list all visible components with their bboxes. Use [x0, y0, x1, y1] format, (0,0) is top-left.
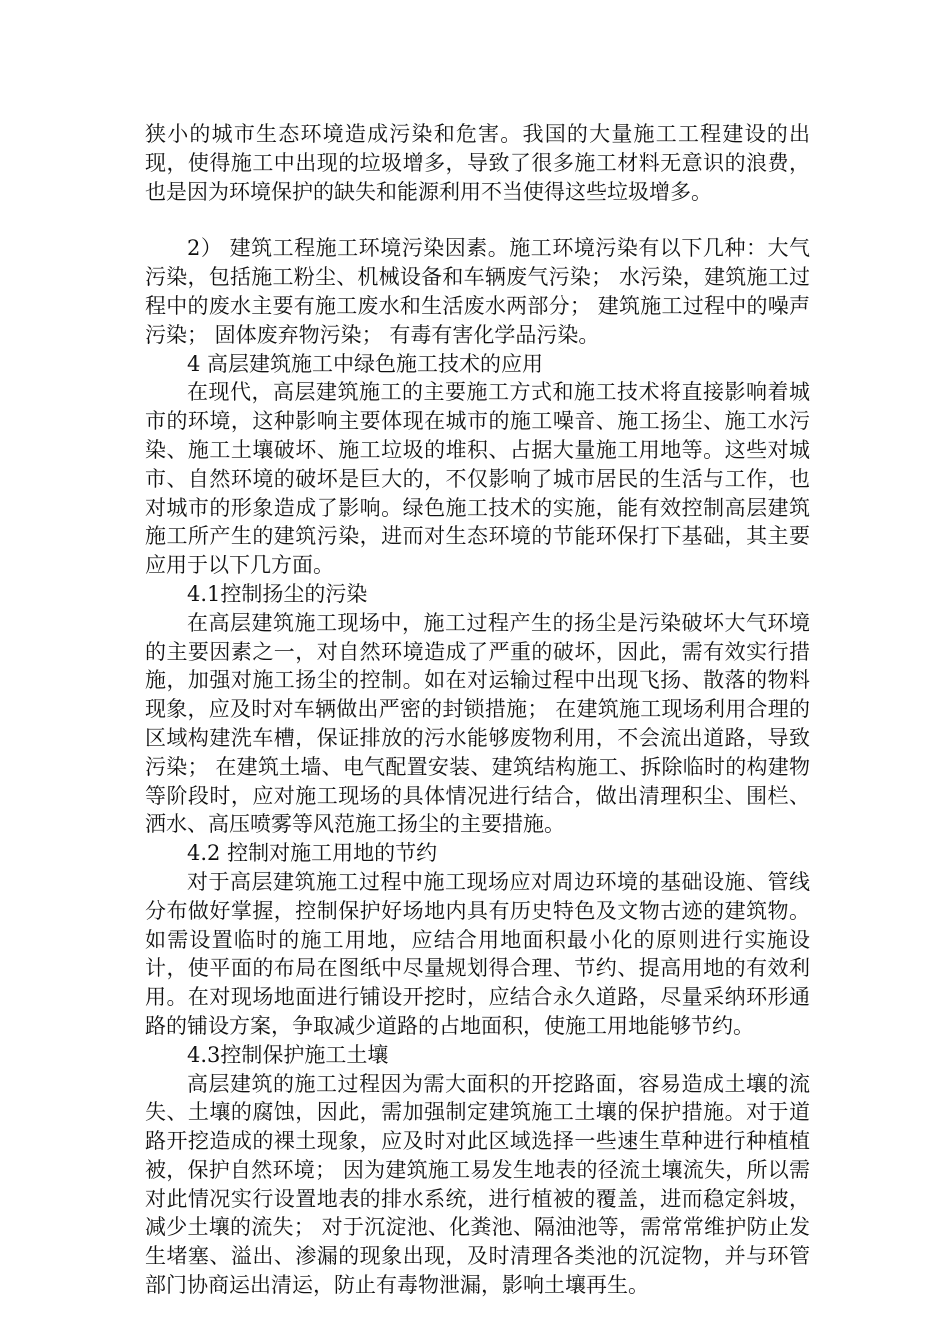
- section-heading-4-3: 4.3控制保护施工土壤: [187, 1042, 389, 1067]
- section-heading-4-2: 4.2 控制对施工用地的节约: [187, 841, 438, 866]
- paragraph-section-4-1: 在高层建筑施工现场中，施工过程产生的扬尘是污染破坏大气环境的主要因素之一，对自然环境造成了严重的破坏，因此，需有效实行措施，加强对施工扬尘的控制。如在对运输过程中出现飞扬、散落的物料现象，应及时对车辆做出严密的封锁措施； 在建筑施工现场利用合理的区域构建洗车槽，保证排放的污水能够废物利用，不会流出道路，导致污染； 在建筑土墙、电气配置安装、建筑结构施工、拆除临时的构建物等阶段时，应对施工现场的具体情况进行结合，做出清理积尘、围栏、洒水、高压喷雾等风范施工扬尘的主要措施。: [145, 610, 810, 837]
- document-body: [145, 120, 810, 1300]
- paragraph-pollution-factors: 2） 建筑工程施工环境污染因素。施工环境污染有以下几种：大气污染，包括施工粉尘、机械设备和车辆废气污染； 水污染，建筑施工过程中的废水主要有施工废水和生活废水两部分； 建筑施工过程中的噪声污染； 固体废弃物污染； 有毒有害化学品污染。: [145, 236, 810, 347]
- section-heading-4: 4 高层建筑施工中绿色施工技术的应用: [187, 351, 544, 376]
- paragraph-intro: 狭小的城市生态环境造成污染和危害。我国的大量施工工程建设的出现，使得施工中出现的垃圾增多，导致了很多施工材料无意识的浪费，也是因为环境保护的缺失和能源利用不当使得这些垃圾增多。: [145, 122, 810, 204]
- paragraph-section-4: 在现代，高层建筑施工的主要施工方式和施工技术将直接影响着城市的环境，这种影响主要体现在城市的施工噪音、施工扬尘、施工水污染、施工土壤破坏、施工垃圾的堆积、占据大量施工用地等。这些对城市、自然环境的破坏是巨大的，不仅影响了城市居民的生活与工作，也对城市的形象造成了影响。绿色施工技术的实施，能有效控制高层建筑施工所产生的建筑污染，进而对生态环境的节能环保打下基础，其主要应用于以下几方面。: [145, 380, 810, 578]
- section-heading-4-1: 4.1控制扬尘的污染: [187, 581, 368, 606]
- paragraph-section-4-3: 高层建筑的施工过程因为需大面积的开挖路面，容易造成土壤的流失、土壤的腐蚀，因此，需加强制定建筑施工土壤的保护措施。对于道路开挖造成的裸土现象，应及时对此区域选择一些速生草种进行种植植被，保护自然环境； 因为建筑施工易发生地表的径流土壤流失，所以需对此情况实行设置地表的排水系统，进行植被的覆盖，进而稳定斜坡，减少土壤的流失； 对于沉淀池、化粪池、隔油池等，需常常维护防止发生堵塞、溢出、渗漏的现象出现，及时清理各类池的沉淀物，并与环管部门协商运出清运，防止有毒物泄漏，影响土壤再生。: [145, 1071, 810, 1298]
- paragraph-section-4-2: 对于高层建筑施工过程中施工现场应对周边环境的基础设施、管线分布做好掌握，控制保护好场地内具有历史特色及文物古迹的建筑物。如需设置临时的施工用地，应结合用地面积最小化的原则进行实施设计，使平面的布局在图纸中尽量规划得合理、节约、提高用地的有效利用。在对现场地面进行铺设开挖时，应结合永久道路，尽量采纳环形通路的铺设方案，争取减少道路的占地面积，使施工用地能够节约。: [145, 869, 810, 1038]
